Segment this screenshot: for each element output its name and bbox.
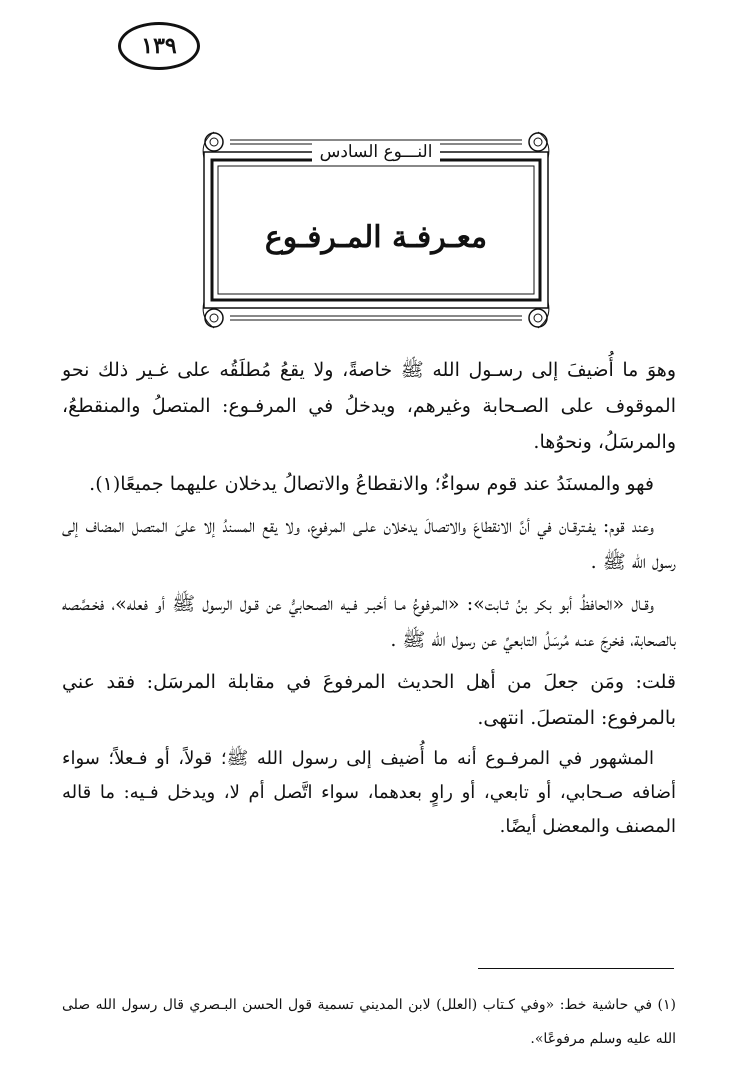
corner-ornament-bottom-right [529, 302, 549, 328]
paragraph: وعند قوم: يفـترقـان في أنَّ الانقطاعَ والاتصالَ يدخلان علـى المرفوع، ولا يقع المسندُ إلا علىَ المتصل المضاف إلى رسول الله ﷺ . [62, 515, 676, 573]
paragraph: قلت: ومَن جعلَ من أهل الحديث المرفوعَ في مقابلة المرسَل: فقد عني بالمرفوع: المتصلَ. انتهى. [62, 671, 676, 729]
footnote-separator [478, 968, 674, 969]
paragraph: وقـال «الحافظُ أبو بكر بنُ ثـابت»: «المرفوعُ مـا أخبـر فـيه الصـحابيُّ عن قـول الرسول ﷺ أو فعله»، فخـصَّصه بالصحابة، فخرجَ عنـه مُرسَلُ التابعيِّ عن رسول الله ﷺ . [62, 593, 676, 651]
footnote: (١) في حاشية خط: «وفي كـتاب (العلل) لابن المديني تسمية قول الحسن البـصري قال رسول الله صلى الله عليه وسلم مرفوعًا». [62, 997, 676, 1047]
main-text [62, 352, 676, 850]
paragraph: فهو والمسنَدُ عند قوم سواءٌ؛ والانقطاعُ والاتصالُ يدخلان عليهما جميعًا(١). [89, 473, 654, 495]
commentary-paragraph: المشهور في المرفـوع أنه ما أُضيف إلى رسول الله ﷺ؛ قولاً، أو فـعلاً؛ سواء أضافه صـحابي، أو تابعي، أو راوٍ بعدهما، سواء اتَّصل أم لا، ويدخل فـيه: ما قاله المصنف والمعضل أيضًا. [62, 748, 676, 837]
page-number-text: ١٣٩ [141, 33, 177, 59]
corner-ornament-bottom-left [203, 302, 223, 328]
chapter-title-frame [200, 128, 552, 332]
paragraph: وهوَ ما أُضيفَ إلى رسـول الله ﷺ خاصةً، ولا يقعُ مُطلَقُه على غـير ذلك نحو الموقوف على الصـحابة وغيرهم، ويدخلُ في المرفـوع: المتصلُ والمنقطعُ، والمرسَلُ، ونحوُها. [62, 359, 676, 453]
chapter-title: معـرفـة المـرفـوع [264, 220, 488, 255]
page-number [118, 22, 200, 70]
chapter-type-label: النـــوع السادس [200, 142, 552, 162]
